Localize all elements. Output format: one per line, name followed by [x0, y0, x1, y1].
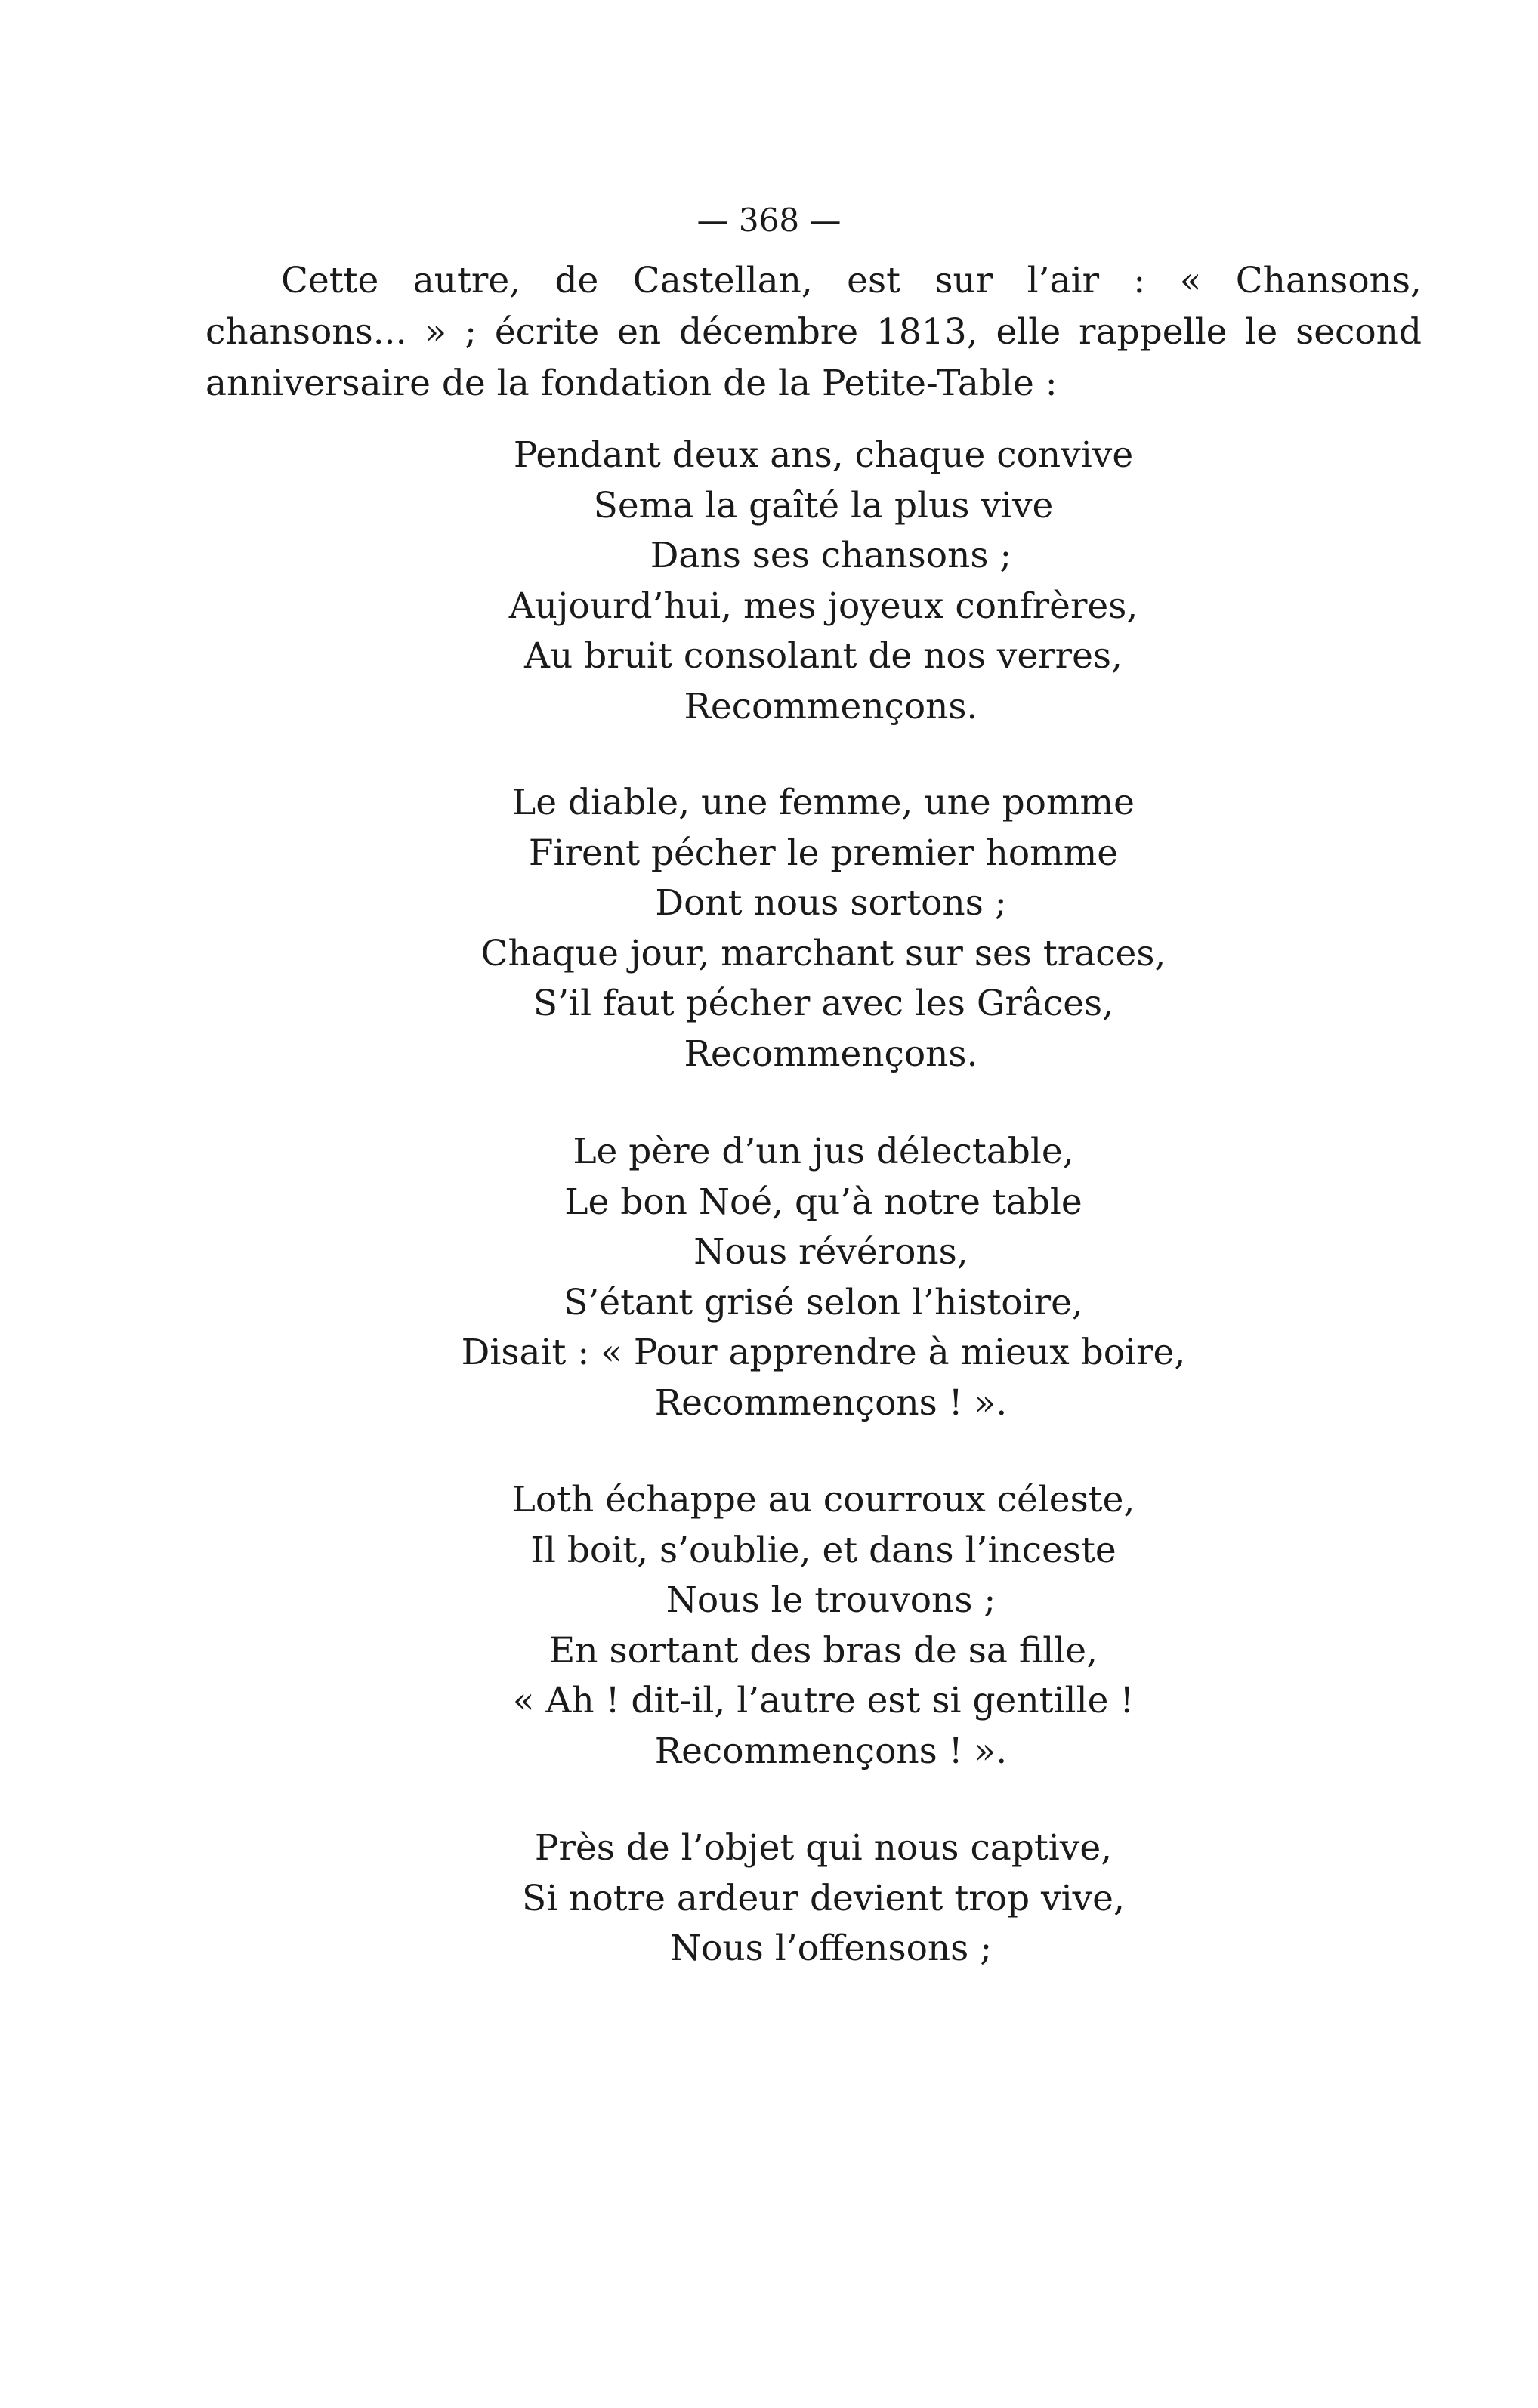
stanza-5 — [423, 1823, 1224, 1974]
verse-line: Nous le trouvons ; — [666, 1579, 996, 1621]
verse-line: Firent pécher le premier homme — [528, 832, 1119, 874]
verse-line: S’étant grisé selon l’histoire, — [564, 1281, 1083, 1323]
intro-paragraph — [205, 255, 1422, 409]
verse-line: Nous révérons, — [693, 1231, 968, 1273]
stanza-4 — [423, 1475, 1224, 1777]
verse-line: En sortant des bras de sa fille, — [548, 1629, 1098, 1672]
stanza-2 — [423, 778, 1224, 1079]
verse-line: « Ah ! dit-il, l’autre est si gentille ! — [512, 1680, 1135, 1721]
verse-line: Dans ses chansons ; — [650, 535, 1012, 576]
verse-line: Nous l’offensons ; — [669, 1928, 993, 1969]
verse-line: Recommençons ! ». — [654, 1730, 1008, 1772]
verse-line: Recommençons. — [684, 685, 978, 727]
verse-line: Au bruit consolant de nos verres, — [524, 635, 1123, 677]
verse-line: Sema la gaîté la plus vive — [593, 484, 1054, 526]
verse-line: Le diable, une femme, une pomme — [512, 782, 1135, 823]
intro-text: Cette autre, de Castellan, est sur l’air : « Chansons, chansons... » ; écrite en décembre 1813, elle rappelle le second anniversaire de la fondation de la Petite-Table : — [205, 260, 1422, 404]
verse-line: Le père d’un jus délectable, — [573, 1131, 1074, 1172]
verse-line: S’il faut pécher avec les Grâces, — [533, 983, 1114, 1024]
verse-line: Recommençons ! ». — [654, 1382, 1008, 1424]
verse-line: Il boit, s’oublie, et dans l’inceste — [530, 1529, 1116, 1571]
verse-line: Loth échappe au courroux céleste, — [511, 1479, 1135, 1520]
verse-line: Aujourd’hui, mes joyeux confrères, — [508, 585, 1138, 627]
verse-line: Pendant deux ans, chaque convive — [513, 434, 1134, 476]
verse-line: Près de l’objet qui nous captive, — [534, 1827, 1113, 1869]
stanza-1 — [423, 431, 1224, 732]
stanza-3 — [423, 1127, 1224, 1428]
verse-line: Disait : « Pour apprendre à mieux boire, — [461, 1332, 1186, 1373]
verse-line: Si notre ardeur devient trop vive, — [522, 1877, 1125, 1919]
verse-line: Le bon Noé, qu’à notre table — [564, 1181, 1082, 1223]
verse-line: Dont nous sortons ; — [655, 882, 1007, 924]
verse-line: Recommençons. — [684, 1033, 978, 1075]
verse-line: Chaque jour, marchant sur ses traces, — [480, 932, 1166, 974]
page-number: — 368 — — [696, 202, 842, 239]
